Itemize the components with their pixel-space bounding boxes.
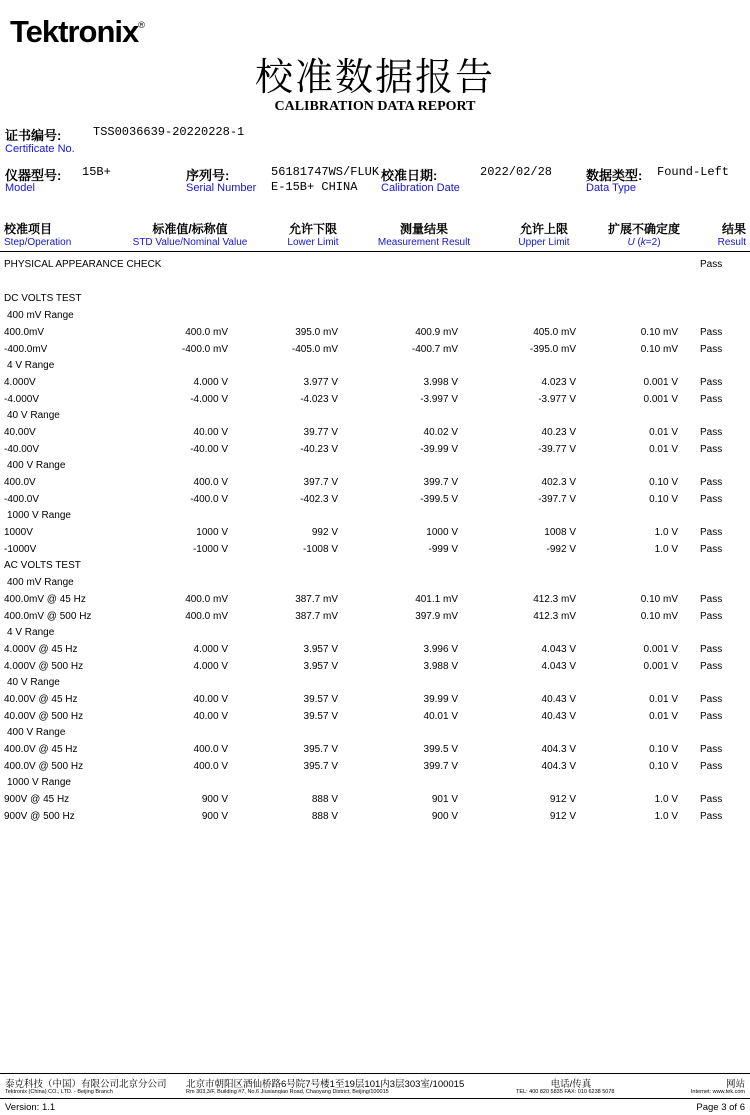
upper-limit-cell: 912 V xyxy=(549,794,576,805)
footer-company-cn: 泰克科技（中国）有限公司北京分公司 xyxy=(5,1079,167,1090)
lower-limit-cell: 387.7 mV xyxy=(295,594,338,605)
step-cell: 400.0V xyxy=(4,477,36,488)
cert-value: TSS0036639-20220228-1 xyxy=(93,125,245,139)
lower-limit-cell: 397.7 V xyxy=(303,477,338,488)
measurement-cell: 397.9 mV xyxy=(415,611,458,622)
section-heading: DC VOLTS TEST xyxy=(4,293,82,304)
column-header-result-cn: 结果 xyxy=(721,222,746,236)
measurement-cell: -399.5 V xyxy=(420,494,458,505)
step-cell: -1000V xyxy=(4,544,37,555)
type-label-en: Data Type xyxy=(586,182,636,194)
model-value: 15B+ xyxy=(82,165,111,179)
step-cell: 900V @ 500 Hz xyxy=(4,811,75,822)
upper-limit-cell: 412.3 mV xyxy=(533,594,576,605)
column-header-std-value-en: STD Value/Nominal Value xyxy=(132,237,248,248)
measurement-cell: 40.01 V xyxy=(423,711,458,722)
upper-limit-cell: 402.3 V xyxy=(541,477,576,488)
result-cell: Pass xyxy=(700,811,723,822)
lower-limit-cell: 395.7 V xyxy=(303,744,338,755)
report-title-en: CALIBRATION DATA REPORT xyxy=(274,99,476,114)
step-cell: 40.00V @ 45 Hz xyxy=(4,694,78,705)
header-divider xyxy=(0,251,750,252)
std-value-cell: 900 V xyxy=(201,811,228,822)
uncertainty-cell: 0.10 V xyxy=(649,477,678,488)
uncertainty-cell: 0.10 V xyxy=(649,494,678,505)
lower-limit-cell: 395.0 mV xyxy=(295,327,338,338)
footer-phone-cn: 电话/传真 xyxy=(550,1079,592,1090)
std-value-cell: -400.0 mV xyxy=(181,344,228,355)
std-value-cell: 1000 V xyxy=(196,527,228,538)
footer-divider xyxy=(0,1073,750,1074)
column-header-result-en: Result xyxy=(717,237,746,248)
step-cell: 40.00V xyxy=(4,427,36,438)
upper-limit-cell: 40.43 V xyxy=(541,694,576,705)
uncertainty-cell: 0.10 mV xyxy=(640,344,678,355)
upper-limit-cell: -39.77 V xyxy=(538,444,576,455)
section-heading: AC VOLTS TEST xyxy=(4,560,81,571)
report-title-cn: 校准数据报告 xyxy=(254,55,495,99)
footer-web-cn: 网站 xyxy=(725,1079,745,1090)
lower-limit-cell: 39.57 V xyxy=(303,711,338,722)
result-cell: Pass xyxy=(700,344,723,355)
lower-limit-cell: -4.023 V xyxy=(300,394,338,405)
uncertainty-cell: 0.001 V xyxy=(643,644,678,655)
result-cell: Pass xyxy=(700,611,723,622)
date-value: 2022/02/28 xyxy=(480,165,553,179)
result-cell: Pass xyxy=(700,444,723,455)
serial-label-en: Serial Number xyxy=(186,182,257,194)
step-cell: -40.00V xyxy=(4,444,40,455)
step-cell: -400.0mV xyxy=(4,344,48,355)
result-cell: Pass xyxy=(700,477,723,488)
std-value-cell: 400.0 V xyxy=(193,761,228,772)
cert-label-en: Certificate No. xyxy=(5,143,75,155)
std-value-cell: 900 V xyxy=(201,794,228,805)
upper-limit-cell: -395.0 mV xyxy=(529,344,576,355)
result-cell: Pass xyxy=(700,644,723,655)
upper-limit-cell: 40.43 V xyxy=(541,711,576,722)
measurement-cell: 400.9 mV xyxy=(415,327,458,338)
footer-company-en: Tektronix (China) CO., LTD. - Beijing Branch xyxy=(5,1089,113,1095)
column-header-uncertainty-cn: 扩展不确定度 xyxy=(607,222,680,236)
upper-limit-cell: -3.977 V xyxy=(538,394,576,405)
lower-limit-cell: 888 V xyxy=(311,794,338,805)
upper-limit-cell: -397.7 V xyxy=(538,494,576,505)
step-cell: 4.000V @ 45 Hz xyxy=(4,644,78,655)
column-header-step-en: Step/Operation xyxy=(4,237,72,248)
upper-limit-cell: 4.043 V xyxy=(541,644,576,655)
step-cell: 400.0V @ 500 Hz xyxy=(4,761,84,772)
result-cell: Pass xyxy=(700,694,723,705)
result-cell: Pass xyxy=(700,794,723,805)
uncertainty-cell: 1.0 V xyxy=(654,544,678,555)
result-cell: Pass xyxy=(700,744,723,755)
range-heading: 4 V Range xyxy=(7,360,55,371)
result-cell: Pass xyxy=(700,327,723,338)
upper-limit-cell: 404.3 V xyxy=(541,761,576,772)
uncertainty-cell: 1.0 V xyxy=(654,527,678,538)
uncertainty-cell: 0.10 V xyxy=(649,744,678,755)
range-heading: 1000 V Range xyxy=(7,777,71,788)
result-cell: Pass xyxy=(700,711,723,722)
footer-address-en: Rm 303,3/F, Building #7, No.6 Jiuxianqiao Road, Chaoyang District, Beijing/100015 xyxy=(186,1089,389,1095)
result-cell: Pass xyxy=(700,661,723,672)
upper-limit-cell: 405.0 mV xyxy=(533,327,576,338)
lower-limit-cell: 387.7 mV xyxy=(295,611,338,622)
type-value: Found-Left xyxy=(657,165,730,179)
result-cell: Pass xyxy=(700,427,723,438)
step-cell: 4.000V xyxy=(4,377,36,388)
result-cell: Pass xyxy=(700,761,723,772)
result-cell: Pass xyxy=(700,594,723,605)
measurement-cell: 399.7 V xyxy=(423,477,458,488)
range-heading: 400 V Range xyxy=(7,727,66,738)
lower-limit-cell: 888 V xyxy=(311,811,338,822)
measurement-cell: -39.99 V xyxy=(420,444,458,455)
range-heading: 400 mV Range xyxy=(7,310,74,321)
uncertainty-cell: 0.001 V xyxy=(643,377,678,388)
upper-limit-cell: 412.3 mV xyxy=(533,611,576,622)
model-label-en: Model xyxy=(5,182,35,194)
footer-page-number: Page 3 of 6 xyxy=(696,1102,745,1113)
footer-bottom-divider xyxy=(0,1098,750,1099)
std-value-cell: -40.00 V xyxy=(190,444,228,455)
std-value-cell: 40.00 V xyxy=(193,711,228,722)
std-value-cell: -1000 V xyxy=(192,544,228,555)
uncertainty-cell: 0.10 V xyxy=(649,761,678,772)
uncertainty-cell: 0.10 mV xyxy=(640,327,678,338)
column-header-lower-limit-en: Lower Limit xyxy=(287,237,339,248)
tektronix-logo: Tektronix® xyxy=(10,14,144,49)
std-value-cell: 40.00 V xyxy=(193,427,228,438)
upper-limit-cell: -992 V xyxy=(546,544,576,555)
lower-limit-cell: 992 V xyxy=(311,527,338,538)
column-header-lower-limit-cn: 允许下限 xyxy=(288,222,337,236)
range-heading: 400 V Range xyxy=(7,460,66,471)
measurement-cell: 901 V xyxy=(431,794,458,805)
serial-value-line2: E-15B+ CHINA xyxy=(271,180,358,194)
measurement-cell: -999 V xyxy=(428,544,458,555)
result-cell: Pass xyxy=(700,259,723,270)
lower-limit-cell: -405.0 mV xyxy=(291,344,338,355)
footer-web-en: Internet: www.tek.com xyxy=(690,1089,745,1095)
std-value-cell: 40.00 V xyxy=(193,694,228,705)
range-heading: 1000 V Range xyxy=(7,510,71,521)
std-value-cell: 400.0 mV xyxy=(185,327,228,338)
step-cell: 4.000V @ 500 Hz xyxy=(4,661,84,672)
footer-version: Version: 1.1 xyxy=(5,1102,56,1113)
lower-limit-cell: 3.977 V xyxy=(303,377,338,388)
measurement-cell: 39.99 V xyxy=(423,694,458,705)
uncertainty-cell: 0.01 V xyxy=(649,444,678,455)
uncertainty-cell: 0.001 V xyxy=(643,661,678,672)
upper-limit-cell: 404.3 V xyxy=(541,744,576,755)
std-value-cell: -4.000 V xyxy=(190,394,228,405)
result-cell: Pass xyxy=(700,494,723,505)
type-label-cn: 数据类型: xyxy=(586,168,643,183)
std-value-cell: 400.0 V xyxy=(193,477,228,488)
std-value-cell: -400.0 V xyxy=(190,494,228,505)
section-heading: PHYSICAL APPEARANCE CHECK xyxy=(4,259,162,270)
upper-limit-cell: 40.23 V xyxy=(541,427,576,438)
range-heading: 400 mV Range xyxy=(7,577,74,588)
step-cell: -400.0V xyxy=(4,494,40,505)
serial-label-cn: 序列号: xyxy=(186,168,230,183)
result-cell: Pass xyxy=(700,394,723,405)
column-header-uncertainty-en: U (k=2) xyxy=(627,237,661,248)
lower-limit-cell: -1008 V xyxy=(302,544,338,555)
column-header-upper-limit-cn: 允许上限 xyxy=(519,222,568,236)
uncertainty-cell: 0.01 V xyxy=(649,427,678,438)
measurement-cell: 399.7 V xyxy=(423,761,458,772)
range-heading: 40 V Range xyxy=(7,677,60,688)
column-header-step-cn: 校准项目 xyxy=(4,222,53,236)
measurement-cell: 3.998 V xyxy=(423,377,458,388)
upper-limit-cell: 1008 V xyxy=(544,527,576,538)
lower-limit-cell: -402.3 V xyxy=(300,494,338,505)
measurement-cell: 3.996 V xyxy=(423,644,458,655)
range-heading: 40 V Range xyxy=(7,410,60,421)
upper-limit-cell: 912 V xyxy=(549,811,576,822)
date-label-cn: 校准日期: xyxy=(381,168,438,183)
serial-value-line1: 56181747WS/FLUK xyxy=(271,165,380,179)
upper-limit-cell: 4.043 V xyxy=(541,661,576,672)
uncertainty-cell: 0.01 V xyxy=(649,694,678,705)
column-header-upper-limit-en: Upper Limit xyxy=(518,237,570,248)
model-label-cn: 仪器型号: xyxy=(5,168,62,183)
lower-limit-cell: 3.957 V xyxy=(303,644,338,655)
std-value-cell: 400.0 mV xyxy=(185,594,228,605)
range-heading: 4 V Range xyxy=(7,627,55,638)
lower-limit-cell: 39.77 V xyxy=(303,427,338,438)
std-value-cell: 4.000 V xyxy=(193,644,228,655)
uncertainty-cell: 1.0 V xyxy=(654,811,678,822)
step-cell: 400.0mV @ 500 Hz xyxy=(4,611,92,622)
std-value-cell: 4.000 V xyxy=(193,661,228,672)
lower-limit-cell: 395.7 V xyxy=(303,761,338,772)
cert-label-cn: 证书编号: xyxy=(5,128,62,143)
std-value-cell: 400.0 V xyxy=(193,744,228,755)
lower-limit-cell: 39.57 V xyxy=(303,694,338,705)
upper-limit-cell: 4.023 V xyxy=(541,377,576,388)
std-value-cell: 400.0 mV xyxy=(185,611,228,622)
measurement-cell: 40.02 V xyxy=(423,427,458,438)
uncertainty-cell: 0.10 mV xyxy=(640,594,678,605)
column-header-measurement-en: Measurement Result xyxy=(377,237,471,248)
step-cell: 900V @ 45 Hz xyxy=(4,794,70,805)
date-label-en: Calibration Date xyxy=(381,182,460,194)
measurement-cell: 1000 V xyxy=(426,527,458,538)
step-cell: 400.0mV xyxy=(4,327,45,338)
uncertainty-cell: 0.10 mV xyxy=(640,611,678,622)
measurement-cell: 900 V xyxy=(431,811,458,822)
step-cell: 40.00V @ 500 Hz xyxy=(4,711,84,722)
column-header-measurement-cn: 测量结果 xyxy=(399,222,448,236)
result-cell: Pass xyxy=(700,377,723,388)
std-value-cell: 4.000 V xyxy=(193,377,228,388)
result-cell: Pass xyxy=(700,544,723,555)
step-cell: 400.0V @ 45 Hz xyxy=(4,744,78,755)
measurement-cell: 399.5 V xyxy=(423,744,458,755)
step-cell: 1000V xyxy=(4,527,33,538)
measurement-cell: -400.7 mV xyxy=(411,344,458,355)
footer-phone-en: TEL: 400 820 5835 FAX: 010 6238 5078 xyxy=(516,1089,615,1095)
result-cell: Pass xyxy=(700,527,723,538)
measurement-cell: 3.988 V xyxy=(423,661,458,672)
footer-address-cn: 北京市朝阳区酒仙桥路6号院7号楼1至19层101内3层303室/100015 xyxy=(186,1079,465,1090)
lower-limit-cell: 3.957 V xyxy=(303,661,338,672)
measurement-cell: -3.997 V xyxy=(420,394,458,405)
measurement-cell: 401.1 mV xyxy=(415,594,458,605)
column-header-std-value-cn: 标准值/标称值 xyxy=(152,222,228,236)
lower-limit-cell: -40.23 V xyxy=(300,444,338,455)
uncertainty-cell: 0.01 V xyxy=(649,711,678,722)
step-cell: -4.000V xyxy=(4,394,40,405)
uncertainty-cell: 1.0 V xyxy=(654,794,678,805)
step-cell: 400.0mV @ 45 Hz xyxy=(4,594,86,605)
uncertainty-cell: 0.001 V xyxy=(643,394,678,405)
